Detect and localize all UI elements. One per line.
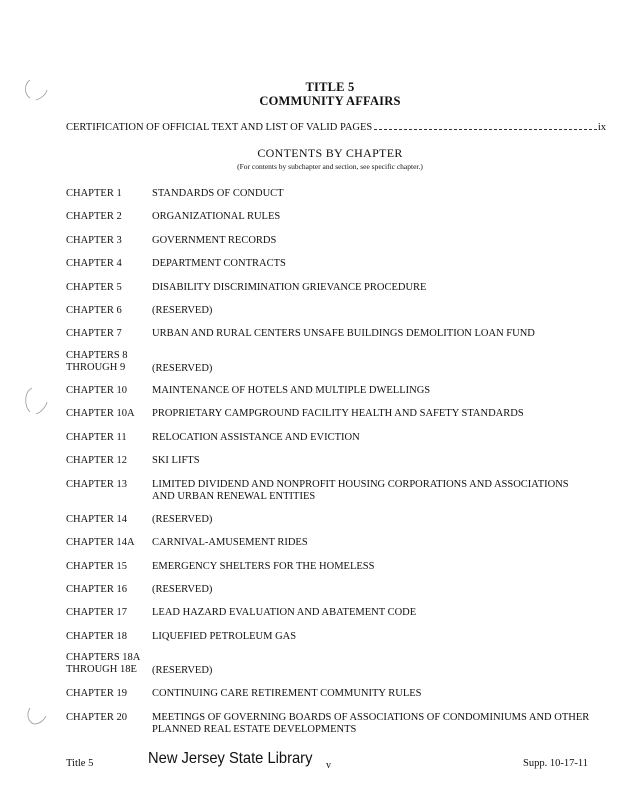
chapter-label: CHAPTER 17 xyxy=(66,607,127,618)
chapter-title: (RESERVED) xyxy=(152,514,213,525)
chapter-label: CHAPTER 15 xyxy=(66,561,127,572)
contents-heading: CONTENTS BY CHAPTER xyxy=(257,146,403,160)
chapter-title: LIMITED DIVIDEND AND NONPROFIT HOUSING CORPORATIONS AND ASSOCIATIONS AND URBAN RENEWAL ENTITIES xyxy=(152,479,569,502)
chapter-label: CHAPTER 19 xyxy=(66,688,127,699)
chapter-label: CHAPTER 18 xyxy=(66,631,127,642)
chapter-label: CHAPTER 5 xyxy=(66,282,122,293)
chapter-title: URBAN AND RURAL CENTERS UNSAFE BUILDINGS DEMOLITION LOAN FUND xyxy=(152,328,535,339)
chapter-title: MAINTENANCE OF HOTELS AND MULTIPLE DWELLINGS xyxy=(152,385,431,396)
page-number: v xyxy=(326,760,331,771)
chapter-title: MEETINGS OF GOVERNING BOARDS OF ASSOCIATIONS OF CONDOMINIUMS AND OTHER PLANNED REAL ESTATE DEVELOPMENTS xyxy=(152,712,590,735)
chapter-title: ORGANIZATIONAL RULES xyxy=(152,211,281,222)
chapter-title: LEAD HAZARD EVALUATION AND ABATEMENT CODE xyxy=(152,607,417,618)
chapter-label: CHAPTER 16 xyxy=(66,584,127,595)
chapter-title: DISABILITY DISCRIMINATION GRIEVANCE PROCEDURE xyxy=(152,282,427,293)
chapter-label: CHAPTER 2 xyxy=(66,211,122,222)
chapter-title: DEPARTMENT CONTRACTS xyxy=(152,258,286,269)
chapter-title: GOVERNMENT RECORDS xyxy=(152,235,277,246)
chapter-title: PROPRIETARY CAMPGROUND FACILITY HEALTH AND SAFETY STANDARDS xyxy=(152,408,524,419)
chapter-title: CARNIVAL-AMUSEMENT RIDES xyxy=(152,537,308,548)
chapter-label: CHAPTER 10A xyxy=(66,408,135,419)
chapter-label: CHAPTER 12 xyxy=(66,455,127,466)
chapter-label: CHAPTER 14A xyxy=(66,537,135,548)
chapter-label: CHAPTER 1 xyxy=(66,188,122,199)
certification-text: CERTIFICATION OF OFFICIAL TEXT AND LIST OF VALID PAGES xyxy=(66,122,373,133)
chapter-label: CHAPTERS 18A THROUGH 18E xyxy=(66,652,141,675)
chapter-title: EMERGENCY SHELTERS FOR THE HOMELESS xyxy=(152,561,375,572)
chapter-title: (RESERVED) xyxy=(152,584,213,595)
chapter-title: SKI LIFTS xyxy=(152,455,200,466)
chapter-label: CHAPTER 13 xyxy=(66,479,127,490)
dot-leader xyxy=(374,128,597,130)
page-subtitle: COMMUNITY AFFAIRS xyxy=(259,94,401,108)
chapter-title: STANDARDS OF CONDUCT xyxy=(152,188,284,199)
page-title: TITLE 5 xyxy=(305,80,355,94)
certification-line xyxy=(66,122,606,133)
chapter-title: CONTINUING CARE RETIREMENT COMMUNITY RULES xyxy=(152,688,422,699)
contents-note: (For contents by subchapter and section, see specific chapter.) xyxy=(237,162,423,171)
chapter-title: RELOCATION ASSISTANCE AND EVICTION xyxy=(152,432,360,443)
chapter-label: CHAPTER 7 xyxy=(66,328,122,339)
chapter-label: CHAPTER 10 xyxy=(66,385,127,396)
chapter-label: CHAPTERS 8 THROUGH 9 xyxy=(66,350,128,373)
library-stamp: New Jersey State Library xyxy=(148,750,313,767)
chapter-label: CHAPTER 11 xyxy=(66,432,127,443)
punch-hole-bottom xyxy=(20,704,50,732)
chapter-title: (RESERVED) xyxy=(152,363,213,374)
footer-title: Title 5 xyxy=(66,758,94,769)
chapter-title: (RESERVED) xyxy=(152,665,213,676)
chapter-title: (RESERVED) xyxy=(152,305,213,316)
certification-page: ix xyxy=(597,122,606,133)
supplement-date: Supp. 10-17-11 xyxy=(523,758,588,769)
chapter-label: CHAPTER 14 xyxy=(66,514,127,525)
chapter-label: CHAPTER 3 xyxy=(66,235,122,246)
chapter-label: CHAPTER 6 xyxy=(66,305,122,316)
chapter-label: CHAPTER 20 xyxy=(66,712,127,723)
punch-hole-middle xyxy=(20,384,50,420)
chapter-title: LIQUEFIED PETROLEUM GAS xyxy=(152,631,297,642)
chapter-label: CHAPTER 4 xyxy=(66,258,122,269)
